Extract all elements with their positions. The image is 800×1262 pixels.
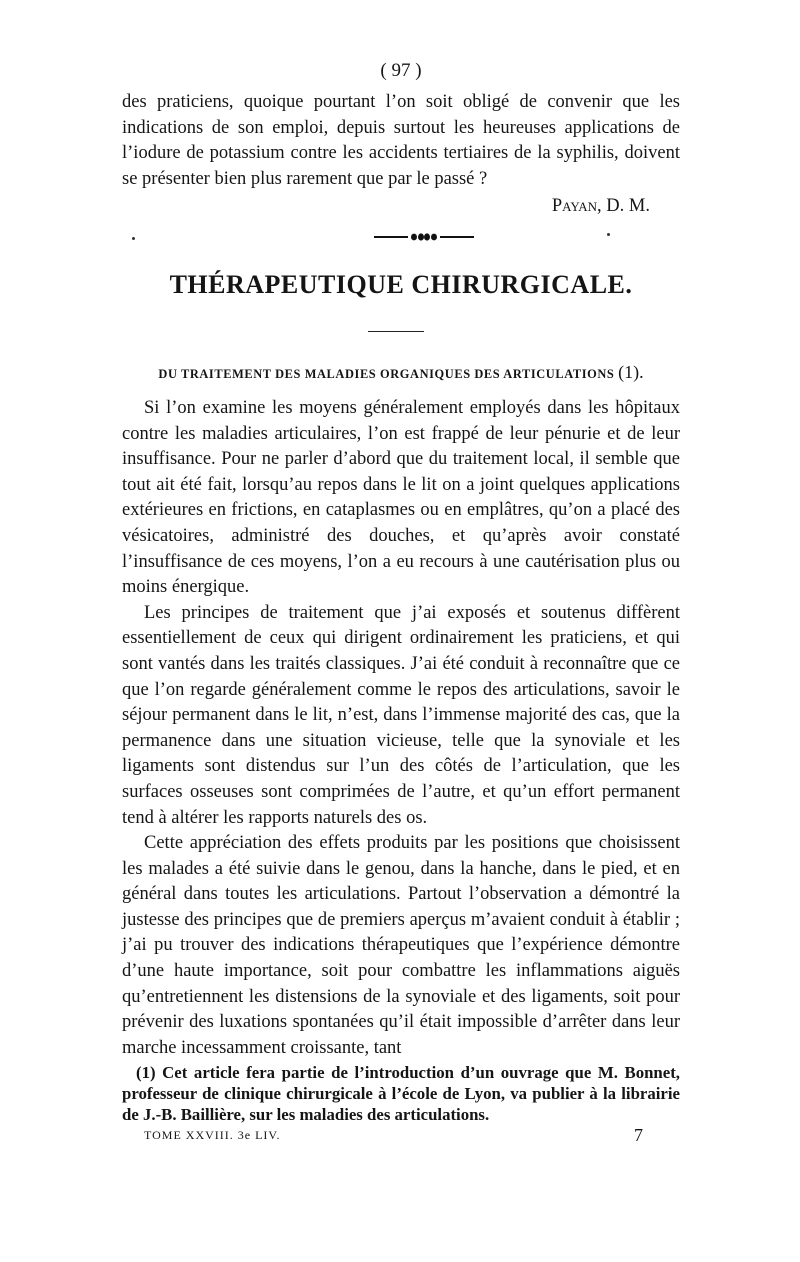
author-signature: Payan, D. M.: [551, 196, 650, 216]
article-title: [122, 362, 680, 383]
stray-mark: [607, 233, 610, 236]
stray-mark: [132, 237, 135, 240]
article-body: [122, 396, 680, 1061]
article-title-text: DU TRAITEMENT DES MALADIES ORGANIQUES DES ARTICULATIONS: [158, 367, 615, 381]
section-title: THÉRAPEUTIQUE CHIRURGICALE.: [169, 270, 633, 299]
body-paragraph: Cette appréciation des effets produits par les positions que choisissent les malades a été suivie dans le genou, dans la hanche, dans le pied, et en général dans toutes les articulations. Partout l’observation a démontré la justesse des principes que de premiers aperçus m’avaient conduit à établir ; j’ai pu trouver des indications thérapeutiques que l’expérience démontre d’une haute importance, soit pour combattre les inflammations aiguës qu’entretiennent les distensions de la synoviale et des ligaments, soit pour prévenir des luxations spontanées qu’il était impossible d’arrêter dans leur marche incessamment croissante, tant: [122, 833, 680, 1058]
footnote-reference: (1).: [618, 362, 644, 382]
volume-label: TOME XXVIII. 3e LIV.: [144, 1128, 281, 1142]
footnote: [122, 1062, 680, 1125]
signature-mark: 7: [634, 1125, 644, 1145]
title-rule: [368, 331, 424, 332]
printer-signature-line: [144, 1125, 664, 1145]
page-number: ( 97 ): [380, 60, 422, 81]
document-page: [122, 0, 680, 1262]
footnote-text: (1) Cet article fera partie de l’introduction d’un ouvrage que M. Bonnet, professeur de clinique chirurgicale à l’école de Lyon, va publier à la librairie de J.-B. Baillière, sur les maladies des articulations.: [122, 1063, 680, 1124]
body-paragraph: Les principes de traitement que j’ai exposés et soutenus diffèrent essentiellement de ceux qui dirigent ordinairement les praticiens, et qui sont vantés dans les traités classiques. J’ai été conduit à reconnaître que ce que l’on regarde généralement comme le repos des articulations, savoir le séjour permanent dans le lit, n’est, dans l’immense majorité des cas, que la permanence dans une situation vicieuse, telle que la synoviale et les ligaments sont distendus sur l’un des côtés de l’articulation, que les surfaces osseuses sont comprimées de l’autre, et qu’un effort permanent tend à altérer les rapports naturels des os.: [122, 602, 680, 828]
ornament-divider: [374, 230, 474, 244]
body-paragraph: Si l’on examine les moyens généralement employés dans les hôpitaux contre les maladies articulaires, l’on est frappé de leur pénurie et de leur insuffisance. Pour ne parler d’abord que du traitement local, il semble que tout ait été fait, lorsqu’au repos dans le lit on a joint quelques applications extérieures en frictions, en cataplasmes ou en emplâtres, qu’on a placé des vésicatoires, administré des douches, et qu’après avoir constaté l’insuffisance de ces moyens, l’on a eu recours à une cautérisation plus ou moins énergique.: [122, 398, 680, 598]
intro-paragraph-block: [122, 90, 680, 192]
intro-paragraph: des praticiens, quoique pourtant l’on soit obligé de convenir que les indications de son emploi, depuis surtout les heureuses applications de l’iodure de potassium contre les accidents tertiaires de la syphilis, doivent se présenter bien plus rarement que par le passé ?: [122, 92, 680, 189]
